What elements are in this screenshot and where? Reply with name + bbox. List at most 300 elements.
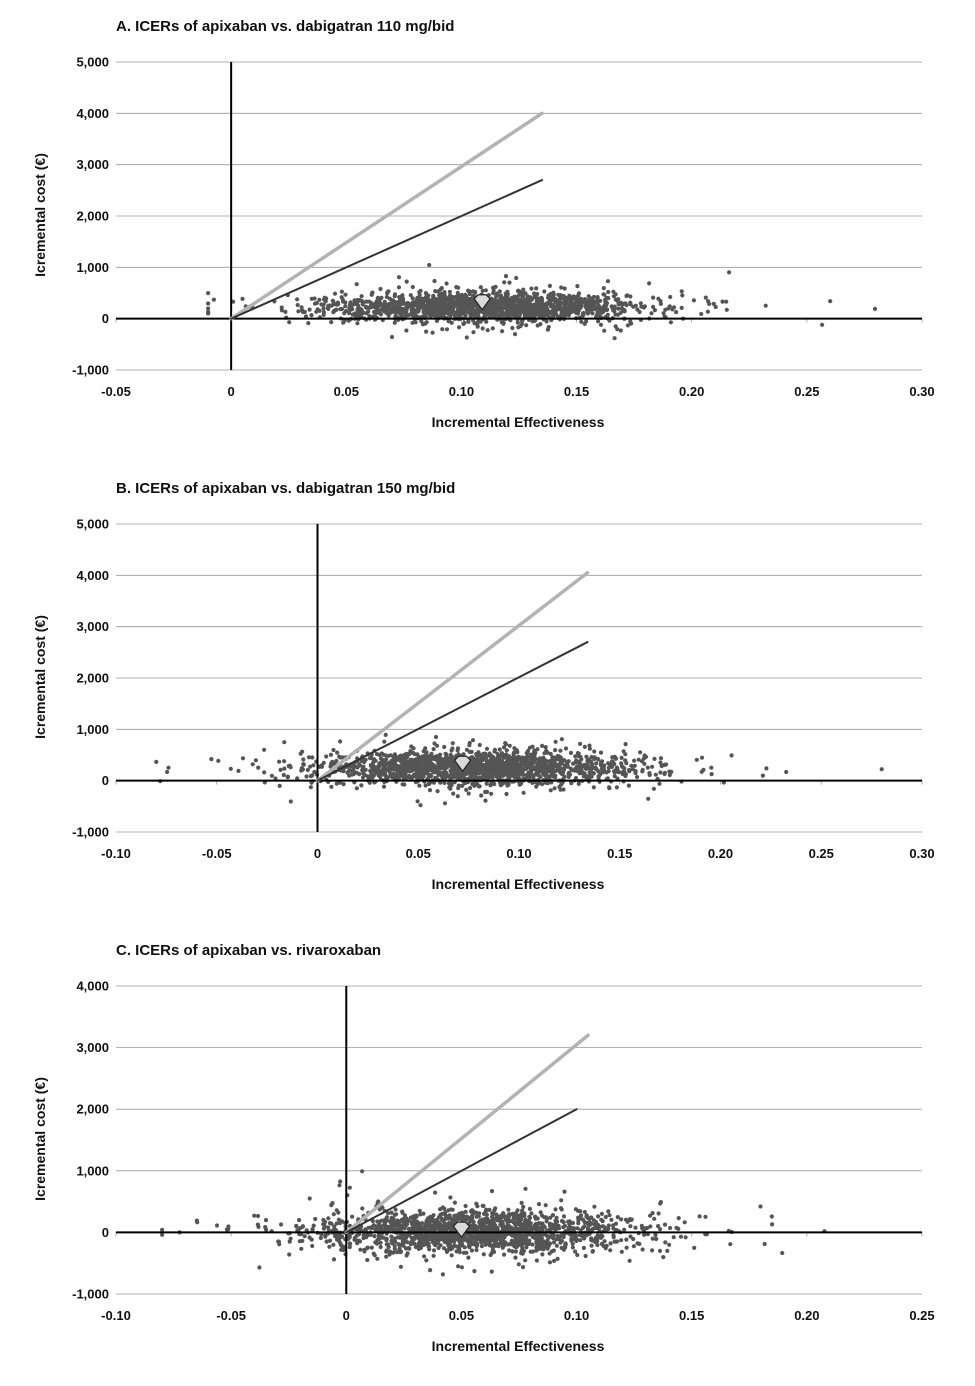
data-point <box>613 1240 617 1244</box>
data-point <box>498 302 502 306</box>
data-point <box>388 297 392 301</box>
data-point <box>376 768 380 772</box>
data-point <box>608 1248 612 1252</box>
data-point <box>390 335 394 339</box>
data-point <box>358 298 362 302</box>
data-point <box>312 296 316 300</box>
data-point <box>515 768 519 772</box>
data-point <box>611 761 615 765</box>
data-point <box>418 1209 422 1213</box>
data-point <box>343 300 347 304</box>
data-point <box>592 749 596 753</box>
x-tick-label: 0.15 <box>564 384 589 399</box>
data-point <box>575 284 579 288</box>
data-point <box>657 1211 661 1215</box>
data-point <box>602 286 606 290</box>
data-point <box>309 313 313 317</box>
data-point <box>448 295 452 299</box>
data-point <box>672 305 676 309</box>
data-point <box>309 774 313 778</box>
chart-title: B. ICERs of apixaban vs. dabigatran 150 mg/bid <box>116 480 455 497</box>
data-point <box>355 771 359 775</box>
y-tick-label: -1,000 <box>72 825 109 840</box>
data-point <box>256 766 260 770</box>
data-point <box>502 1253 506 1257</box>
data-point <box>441 1225 445 1229</box>
data-point <box>417 290 421 294</box>
data-point <box>381 768 385 772</box>
data-point <box>619 328 623 332</box>
data-point <box>656 1224 660 1228</box>
data-point <box>597 304 601 308</box>
data-point <box>668 295 672 299</box>
data-point <box>404 306 408 310</box>
data-point <box>703 1215 707 1219</box>
data-point <box>634 304 638 308</box>
data-point <box>486 1219 490 1223</box>
data-point <box>423 1237 427 1241</box>
data-point <box>487 760 491 764</box>
data-point <box>551 312 555 316</box>
data-point <box>422 749 426 753</box>
data-point <box>609 1218 613 1222</box>
data-point <box>606 290 610 294</box>
data-point <box>537 1244 541 1248</box>
data-point <box>278 784 282 788</box>
data-point <box>339 1248 343 1252</box>
data-point <box>542 751 546 755</box>
x-tick-label: -0.05 <box>101 384 131 399</box>
data-point <box>623 758 627 762</box>
data-point <box>591 1250 595 1254</box>
data-point <box>622 766 626 770</box>
data-point <box>289 1237 293 1241</box>
data-point <box>498 754 502 758</box>
data-point <box>491 772 495 776</box>
data-point <box>590 764 594 768</box>
data-point <box>545 319 549 323</box>
data-point <box>407 313 411 317</box>
data-point <box>295 297 299 301</box>
data-point <box>484 288 488 292</box>
data-point <box>569 751 573 755</box>
data-point <box>394 1207 398 1211</box>
data-point <box>410 321 414 325</box>
data-point <box>674 310 678 314</box>
data-point <box>590 1244 594 1248</box>
data-point <box>512 295 516 299</box>
data-point <box>333 292 337 296</box>
data-point <box>465 335 469 339</box>
data-point <box>481 326 485 330</box>
data-point <box>606 1209 610 1213</box>
data-point <box>460 784 464 788</box>
data-point <box>559 285 563 289</box>
data-point <box>553 748 557 752</box>
data-point <box>463 295 467 299</box>
data-point <box>467 1244 471 1248</box>
data-point <box>335 1221 339 1225</box>
data-point <box>607 785 611 789</box>
data-point <box>419 1246 423 1250</box>
data-point <box>548 1260 552 1264</box>
data-point <box>379 1241 383 1245</box>
y-tick-label: 0 <box>102 773 109 788</box>
data-point <box>451 1208 455 1212</box>
data-point <box>395 764 399 768</box>
x-tick-label: 0 <box>343 1308 350 1323</box>
data-point <box>684 1235 688 1239</box>
x-tick-label: 0.10 <box>564 1308 589 1323</box>
data-point <box>573 754 577 758</box>
data-point <box>704 296 708 300</box>
data-point <box>520 305 524 309</box>
data-point <box>364 306 368 310</box>
data-point <box>460 310 464 314</box>
data-point <box>652 1217 656 1221</box>
data-point <box>526 1241 530 1245</box>
data-point <box>428 1222 432 1226</box>
data-point <box>282 767 286 771</box>
data-point <box>519 299 523 303</box>
data-point <box>549 771 553 775</box>
data-point <box>256 1223 260 1227</box>
data-point <box>485 782 489 786</box>
data-point <box>506 768 510 772</box>
data-point <box>620 1250 624 1254</box>
data-point <box>647 771 651 775</box>
data-point <box>614 292 618 296</box>
data-point <box>873 307 877 311</box>
data-point <box>415 764 419 768</box>
x-axis-label: Incremental Effectiveness <box>318 876 718 892</box>
data-point <box>256 1214 260 1218</box>
data-point <box>615 785 619 789</box>
data-point <box>427 1217 431 1221</box>
data-point <box>441 762 445 766</box>
data-point <box>394 1222 398 1226</box>
data-point <box>614 1222 618 1226</box>
data-point <box>628 1224 632 1228</box>
data-point <box>525 751 529 755</box>
data-point <box>461 775 465 779</box>
data-point <box>471 1220 475 1224</box>
data-point <box>441 1272 445 1276</box>
data-point <box>328 1221 332 1225</box>
data-point <box>486 328 490 332</box>
data-point <box>448 1195 452 1199</box>
data-point <box>506 299 510 303</box>
data-point <box>360 294 364 298</box>
data-point <box>355 282 359 286</box>
data-point <box>451 792 455 796</box>
data-point <box>385 308 389 312</box>
data-point <box>533 1215 537 1219</box>
data-point <box>504 742 508 746</box>
data-point <box>514 761 518 765</box>
data-point <box>522 791 526 795</box>
data-point <box>770 1214 774 1218</box>
data-point <box>441 772 445 776</box>
data-point <box>308 1196 312 1200</box>
y-tick-label: -1,000 <box>72 363 109 378</box>
data-point <box>401 1225 405 1229</box>
x-tick-label: -0.10 <box>101 846 131 861</box>
data-point <box>340 290 344 294</box>
data-point <box>335 1208 339 1212</box>
data-point <box>379 757 383 761</box>
data-point <box>408 749 412 753</box>
data-point <box>467 743 471 747</box>
data-point <box>477 776 481 780</box>
data-point <box>683 1220 687 1224</box>
data-point <box>427 263 431 267</box>
data-point <box>513 1256 517 1260</box>
data-point <box>619 761 623 765</box>
data-point <box>484 320 488 324</box>
data-point <box>380 751 384 755</box>
data-point <box>309 785 313 789</box>
data-point <box>439 1243 443 1247</box>
data-point <box>561 767 565 771</box>
data-point <box>361 302 365 306</box>
data-point <box>322 297 326 301</box>
data-point <box>501 768 505 772</box>
data-point <box>515 748 519 752</box>
data-point <box>402 1216 406 1220</box>
data-point <box>378 287 382 291</box>
data-point <box>409 293 413 297</box>
data-point <box>371 761 375 765</box>
data-point <box>483 799 487 803</box>
data-point <box>427 298 431 302</box>
y-tick-label: 0 <box>102 311 109 326</box>
data-point <box>350 1215 354 1219</box>
data-point <box>763 1242 767 1246</box>
data-point <box>579 755 583 759</box>
data-point <box>593 1239 597 1243</box>
data-point <box>539 311 543 315</box>
data-point <box>521 756 525 760</box>
data-point <box>576 311 580 315</box>
data-point <box>283 310 287 314</box>
data-point <box>490 1251 494 1255</box>
data-point <box>502 280 506 284</box>
data-point <box>358 1248 362 1252</box>
data-point <box>479 758 483 762</box>
data-point <box>427 1233 431 1237</box>
scatter-plot-a <box>0 0 975 462</box>
data-point <box>699 312 703 316</box>
data-point <box>444 775 448 779</box>
data-point <box>468 786 472 790</box>
data-point <box>413 1242 417 1246</box>
data-point <box>549 759 553 763</box>
data-point <box>572 1237 576 1241</box>
data-point <box>680 306 684 310</box>
data-point <box>602 305 606 309</box>
scatter-plot-c <box>0 924 975 1386</box>
data-point <box>154 760 158 764</box>
data-point <box>580 301 584 305</box>
data-point <box>658 761 662 765</box>
data-point <box>453 1236 457 1240</box>
data-point <box>257 1265 261 1269</box>
data-point <box>326 1225 330 1229</box>
data-point <box>582 1236 586 1240</box>
data-point <box>607 1223 611 1227</box>
data-point <box>446 757 450 761</box>
data-point <box>730 753 734 757</box>
data-point <box>535 1239 539 1243</box>
data-point <box>392 305 396 309</box>
data-point <box>447 785 451 789</box>
data-point <box>456 748 460 752</box>
data-point <box>583 745 587 749</box>
data-point <box>619 1217 623 1221</box>
data-point <box>442 1246 446 1250</box>
data-point <box>764 304 768 308</box>
data-point <box>464 1210 468 1214</box>
data-point <box>624 772 628 776</box>
data-point <box>455 310 459 314</box>
data-point <box>559 783 563 787</box>
data-point <box>428 788 432 792</box>
data-point <box>216 759 220 763</box>
data-point <box>525 773 529 777</box>
data-point <box>601 1219 605 1223</box>
data-point <box>574 760 578 764</box>
data-point <box>556 299 560 303</box>
data-point <box>828 299 832 303</box>
y-tick-label: 2,000 <box>76 671 109 686</box>
data-point <box>638 310 642 314</box>
data-point <box>321 306 325 310</box>
data-point <box>487 1208 491 1212</box>
data-point <box>270 774 274 778</box>
data-point <box>282 740 286 744</box>
data-point <box>679 1235 683 1239</box>
chart-title: A. ICERs of apixaban vs. dabigatran 110 mg/bid <box>116 18 454 35</box>
data-point <box>506 759 510 763</box>
data-point <box>361 767 365 771</box>
data-point <box>595 295 599 299</box>
data-point <box>698 1214 702 1218</box>
data-point <box>646 797 650 801</box>
data-point <box>642 305 646 309</box>
data-point <box>657 782 661 786</box>
data-point <box>559 1198 563 1202</box>
data-point <box>606 761 610 765</box>
data-point <box>561 1225 565 1229</box>
data-point <box>448 1216 452 1220</box>
data-point <box>599 751 603 755</box>
data-point <box>555 1216 559 1220</box>
data-point <box>500 1215 504 1219</box>
data-point <box>468 776 472 780</box>
data-point <box>576 751 580 755</box>
data-point <box>282 773 286 777</box>
data-point <box>567 305 571 309</box>
data-point <box>445 281 449 285</box>
data-point <box>627 768 631 772</box>
data-point <box>591 296 595 300</box>
data-point <box>609 1241 613 1245</box>
data-point <box>464 1251 468 1255</box>
data-point <box>420 754 424 758</box>
scatter-points <box>160 1169 827 1276</box>
data-point <box>563 298 567 302</box>
data-point <box>572 1226 576 1230</box>
data-point <box>420 302 424 306</box>
data-point <box>353 1236 357 1240</box>
data-point <box>240 297 244 301</box>
data-point <box>206 291 210 295</box>
data-point <box>454 285 458 289</box>
data-point <box>372 757 376 761</box>
data-point <box>505 290 509 294</box>
data-point <box>434 776 438 780</box>
data-point <box>521 1205 525 1209</box>
data-point <box>596 1226 600 1230</box>
data-point <box>574 768 578 772</box>
data-point <box>764 766 768 770</box>
data-point <box>596 774 600 778</box>
data-point <box>412 760 416 764</box>
data-point <box>476 750 480 754</box>
data-point <box>627 784 631 788</box>
data-point <box>390 1239 394 1243</box>
data-point <box>206 301 210 305</box>
data-point <box>615 299 619 303</box>
data-point <box>603 1225 607 1229</box>
data-point <box>447 781 451 785</box>
data-point <box>651 296 655 300</box>
data-point <box>287 320 291 324</box>
panel-c: C. ICERs of apixaban vs. rivaroxaban -1,000 0 1,000 2,000 3,000 4,000 -0.10 -0.05 0 0.05 0.10 0.15 0.20 0.25 Icremental cost (€) Incremental Effectiveness <box>0 924 975 1386</box>
data-point <box>379 774 383 778</box>
data-point <box>667 1243 671 1247</box>
data-point <box>378 311 382 315</box>
data-point <box>593 300 597 304</box>
data-point <box>521 761 525 765</box>
data-point <box>602 329 606 333</box>
data-point <box>355 1241 359 1245</box>
data-point <box>329 304 333 308</box>
y-tick-label: 4,000 <box>76 106 109 121</box>
data-point <box>431 1240 435 1244</box>
data-point <box>375 1257 379 1261</box>
data-point <box>541 771 545 775</box>
data-point <box>401 782 405 786</box>
data-point <box>404 328 408 332</box>
data-point <box>473 291 477 295</box>
data-point <box>440 327 444 331</box>
data-point <box>372 1234 376 1238</box>
data-point <box>474 1248 478 1252</box>
data-point <box>528 1207 532 1211</box>
data-point <box>562 1190 566 1194</box>
data-point <box>475 759 479 763</box>
data-point <box>229 767 233 771</box>
data-point <box>528 760 532 764</box>
data-point <box>337 1183 341 1187</box>
data-point <box>500 1220 504 1224</box>
data-point <box>397 275 401 279</box>
data-point <box>463 1245 467 1249</box>
x-tick-label: 0 <box>314 846 321 861</box>
data-point <box>287 1252 291 1256</box>
